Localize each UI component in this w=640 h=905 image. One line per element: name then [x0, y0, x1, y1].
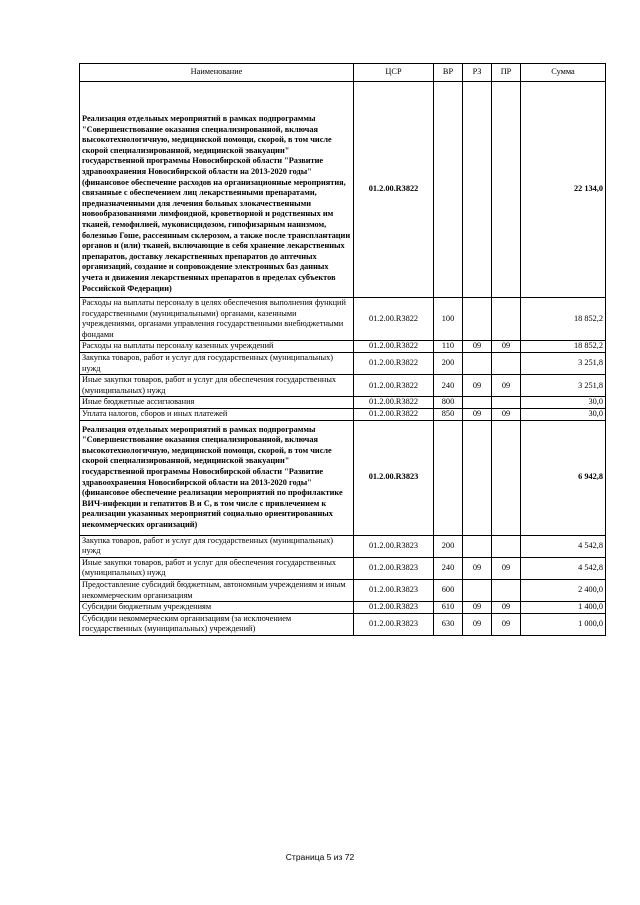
table-row: [80, 341, 606, 353]
row-csr: 01.2.00.R3823: [354, 557, 434, 579]
header-sum: Сумма: [521, 64, 606, 82]
row-rz: 09: [463, 341, 492, 353]
row-rz: 09: [463, 557, 492, 579]
row-sum: 4 542,8: [521, 535, 606, 557]
row-vr: 240: [434, 375, 463, 397]
row-vr: [434, 82, 463, 298]
row-rz: 09: [463, 602, 492, 614]
row-pr: [492, 82, 521, 298]
row-name: Иные закупки товаров, работ и услуг для обеспечения государственных (муниципальных) нужд: [80, 375, 354, 397]
row-vr: 110: [434, 341, 463, 353]
row-pr: [492, 353, 521, 375]
row-rz: [463, 579, 492, 601]
header-vr: ВР: [434, 64, 463, 82]
row-csr: 01.2.00.R3823: [354, 602, 434, 614]
row-csr: 01.2.00.R3822: [354, 375, 434, 397]
table-row: [80, 375, 606, 397]
row-rz: 09: [463, 409, 492, 421]
row-vr: 800: [434, 397, 463, 409]
table-row: [80, 579, 606, 601]
row-pr: 09: [492, 613, 521, 635]
row-sum: 22 134,0: [521, 82, 606, 298]
row-sum: 6 942,8: [521, 420, 606, 535]
row-csr: 01.2.00.R3822: [354, 409, 434, 421]
row-csr: 01.2.00.R3822: [354, 298, 434, 341]
row-vr: 240: [434, 557, 463, 579]
row-name: Реализация отдельных мероприятий в рамках подпрограммы "Совершенствование оказания специализированной, включая высокотехнологичную, медицинской помощи, скорой, в том числе скорой специализированной, медицинской эвакуации" государственной программы Новосибирской области "Развитие здравоохранения Новосибирской области на 2013-2020 годы" (финансовое обеспечение расходов на организационные мероприятия, связанные с обеспечением лиц лекарственными препаратами, предназначенными для лечения больных злокачественными новообразованиями лимфоидной, кроветворной и родственных им тканей, гемофилией, муковисцидозом, гипофизарным нанизмом, болезнью Гоше, рассеянным склерозом, а также после трансплантации органов и (или) тканей, включающие в себя хранение лекарственных препаратов, доставку лекарственных препаратов до аптечных организаций, создание и сопровождение электронных баз данных учета и движения лекарственных препаратов в пределах субъектов Российской Федерации): [80, 82, 354, 298]
row-name: Иные закупки товаров, работ и услуг для обеспечения государственных (муниципальных) нужд: [80, 557, 354, 579]
row-rz: [463, 535, 492, 557]
row-csr: 01.2.00.R3823: [354, 535, 434, 557]
row-rz: 09: [463, 613, 492, 635]
row-vr: 850: [434, 409, 463, 421]
row-rz: [463, 420, 492, 535]
row-pr: 09: [492, 341, 521, 353]
table-row: [80, 535, 606, 557]
row-csr: 01.2.00.R3823: [354, 420, 434, 535]
row-vr: 630: [434, 613, 463, 635]
row-rz: [463, 353, 492, 375]
row-pr: 09: [492, 409, 521, 421]
row-sum: 30,0: [521, 409, 606, 421]
row-rz: 09: [463, 375, 492, 397]
row-pr: 09: [492, 602, 521, 614]
table-row: [80, 557, 606, 579]
header-name: Наименование: [80, 64, 354, 82]
row-name: Уплата налогов, сборов и иных платежей: [80, 409, 354, 421]
row-name: Предоставление субсидий бюджетным, автономным учреждениям и иным некоммерческим организациям: [80, 579, 354, 601]
row-sum: 3 251,8: [521, 375, 606, 397]
row-pr: [492, 535, 521, 557]
row-csr: 01.2.00.R3822: [354, 341, 434, 353]
row-vr: 200: [434, 353, 463, 375]
table-row: [80, 397, 606, 409]
row-sum: 18 852,2: [521, 298, 606, 341]
page-number: Страница 5 из 72: [285, 852, 355, 862]
row-csr: 01.2.00.R3822: [354, 353, 434, 375]
row-name: Закупка товаров, работ и услуг для государственных (муниципальных) нужд: [80, 535, 354, 557]
row-name: Расходы на выплаты персоналу в целях обеспечения выполнения функций государственными (муниципальными) органами, казенными учреждениями, органами управления государственными внебюджетными фондами: [80, 298, 354, 341]
row-name: Закупка товаров, работ и услуг для государственных (муниципальных) нужд: [80, 353, 354, 375]
row-csr: 01.2.00.R3822: [354, 82, 434, 298]
table-row: [80, 409, 606, 421]
row-pr: [492, 579, 521, 601]
table-header-row: [80, 64, 606, 82]
row-rz: [463, 397, 492, 409]
row-sum: 2 400,0: [521, 579, 606, 601]
row-pr: 09: [492, 375, 521, 397]
table-row: [80, 82, 606, 298]
row-rz: [463, 82, 492, 298]
row-sum: 18 852,2: [521, 341, 606, 353]
table-row: [80, 602, 606, 614]
row-name: Иные бюджетные ассигнования: [80, 397, 354, 409]
row-sum: 3 251,8: [521, 353, 606, 375]
table-row: [80, 420, 606, 535]
row-vr: [434, 420, 463, 535]
row-vr: 100: [434, 298, 463, 341]
row-vr: 200: [434, 535, 463, 557]
header-rz: РЗ: [463, 64, 492, 82]
row-pr: 09: [492, 557, 521, 579]
row-csr: 01.2.00.R3823: [354, 579, 434, 601]
row-csr: 01.2.00.R3823: [354, 613, 434, 635]
header-csr: ЦСР: [354, 64, 434, 82]
table-row: [80, 613, 606, 635]
row-csr: 01.2.00.R3822: [354, 397, 434, 409]
row-pr: [492, 420, 521, 535]
row-sum: 1 400,0: [521, 602, 606, 614]
row-name: Субсидии бюджетным учреждениям: [80, 602, 354, 614]
table-row: [80, 353, 606, 375]
row-sum: 30,0: [521, 397, 606, 409]
budget-table: [79, 63, 606, 636]
row-name: Субсидии некоммерческим организациям (за исключением государственных (муниципальных) учреждений): [80, 613, 354, 635]
row-pr: [492, 298, 521, 341]
row-name: Реализация отдельных мероприятий в рамках подпрограммы "Совершенствование оказания специализированной, включая высокотехнологичную, медицинской помощи, скорой, в том числе скорой специализированной, медицинской эвакуации" государственной программы Новосибирской области "Развитие здравоохранения Новосибирской области на 2013-2020 годы" (финансовое обеспечение реализации мероприятий по профилактике ВИЧ-инфекции и гепатитов В и С, в том числе с привлечением к реализации указанных мероприятий социально ориентированных некоммерческих организаций): [80, 420, 354, 535]
row-vr: 610: [434, 602, 463, 614]
row-vr: 600: [434, 579, 463, 601]
row-name: Расходы на выплаты персоналу казенных учреждений: [80, 341, 354, 353]
row-sum: 4 542,8: [521, 557, 606, 579]
table-row: [80, 298, 606, 341]
row-rz: [463, 298, 492, 341]
row-pr: [492, 397, 521, 409]
row-sum: 1 000,0: [521, 613, 606, 635]
header-pr: ПР: [492, 64, 521, 82]
